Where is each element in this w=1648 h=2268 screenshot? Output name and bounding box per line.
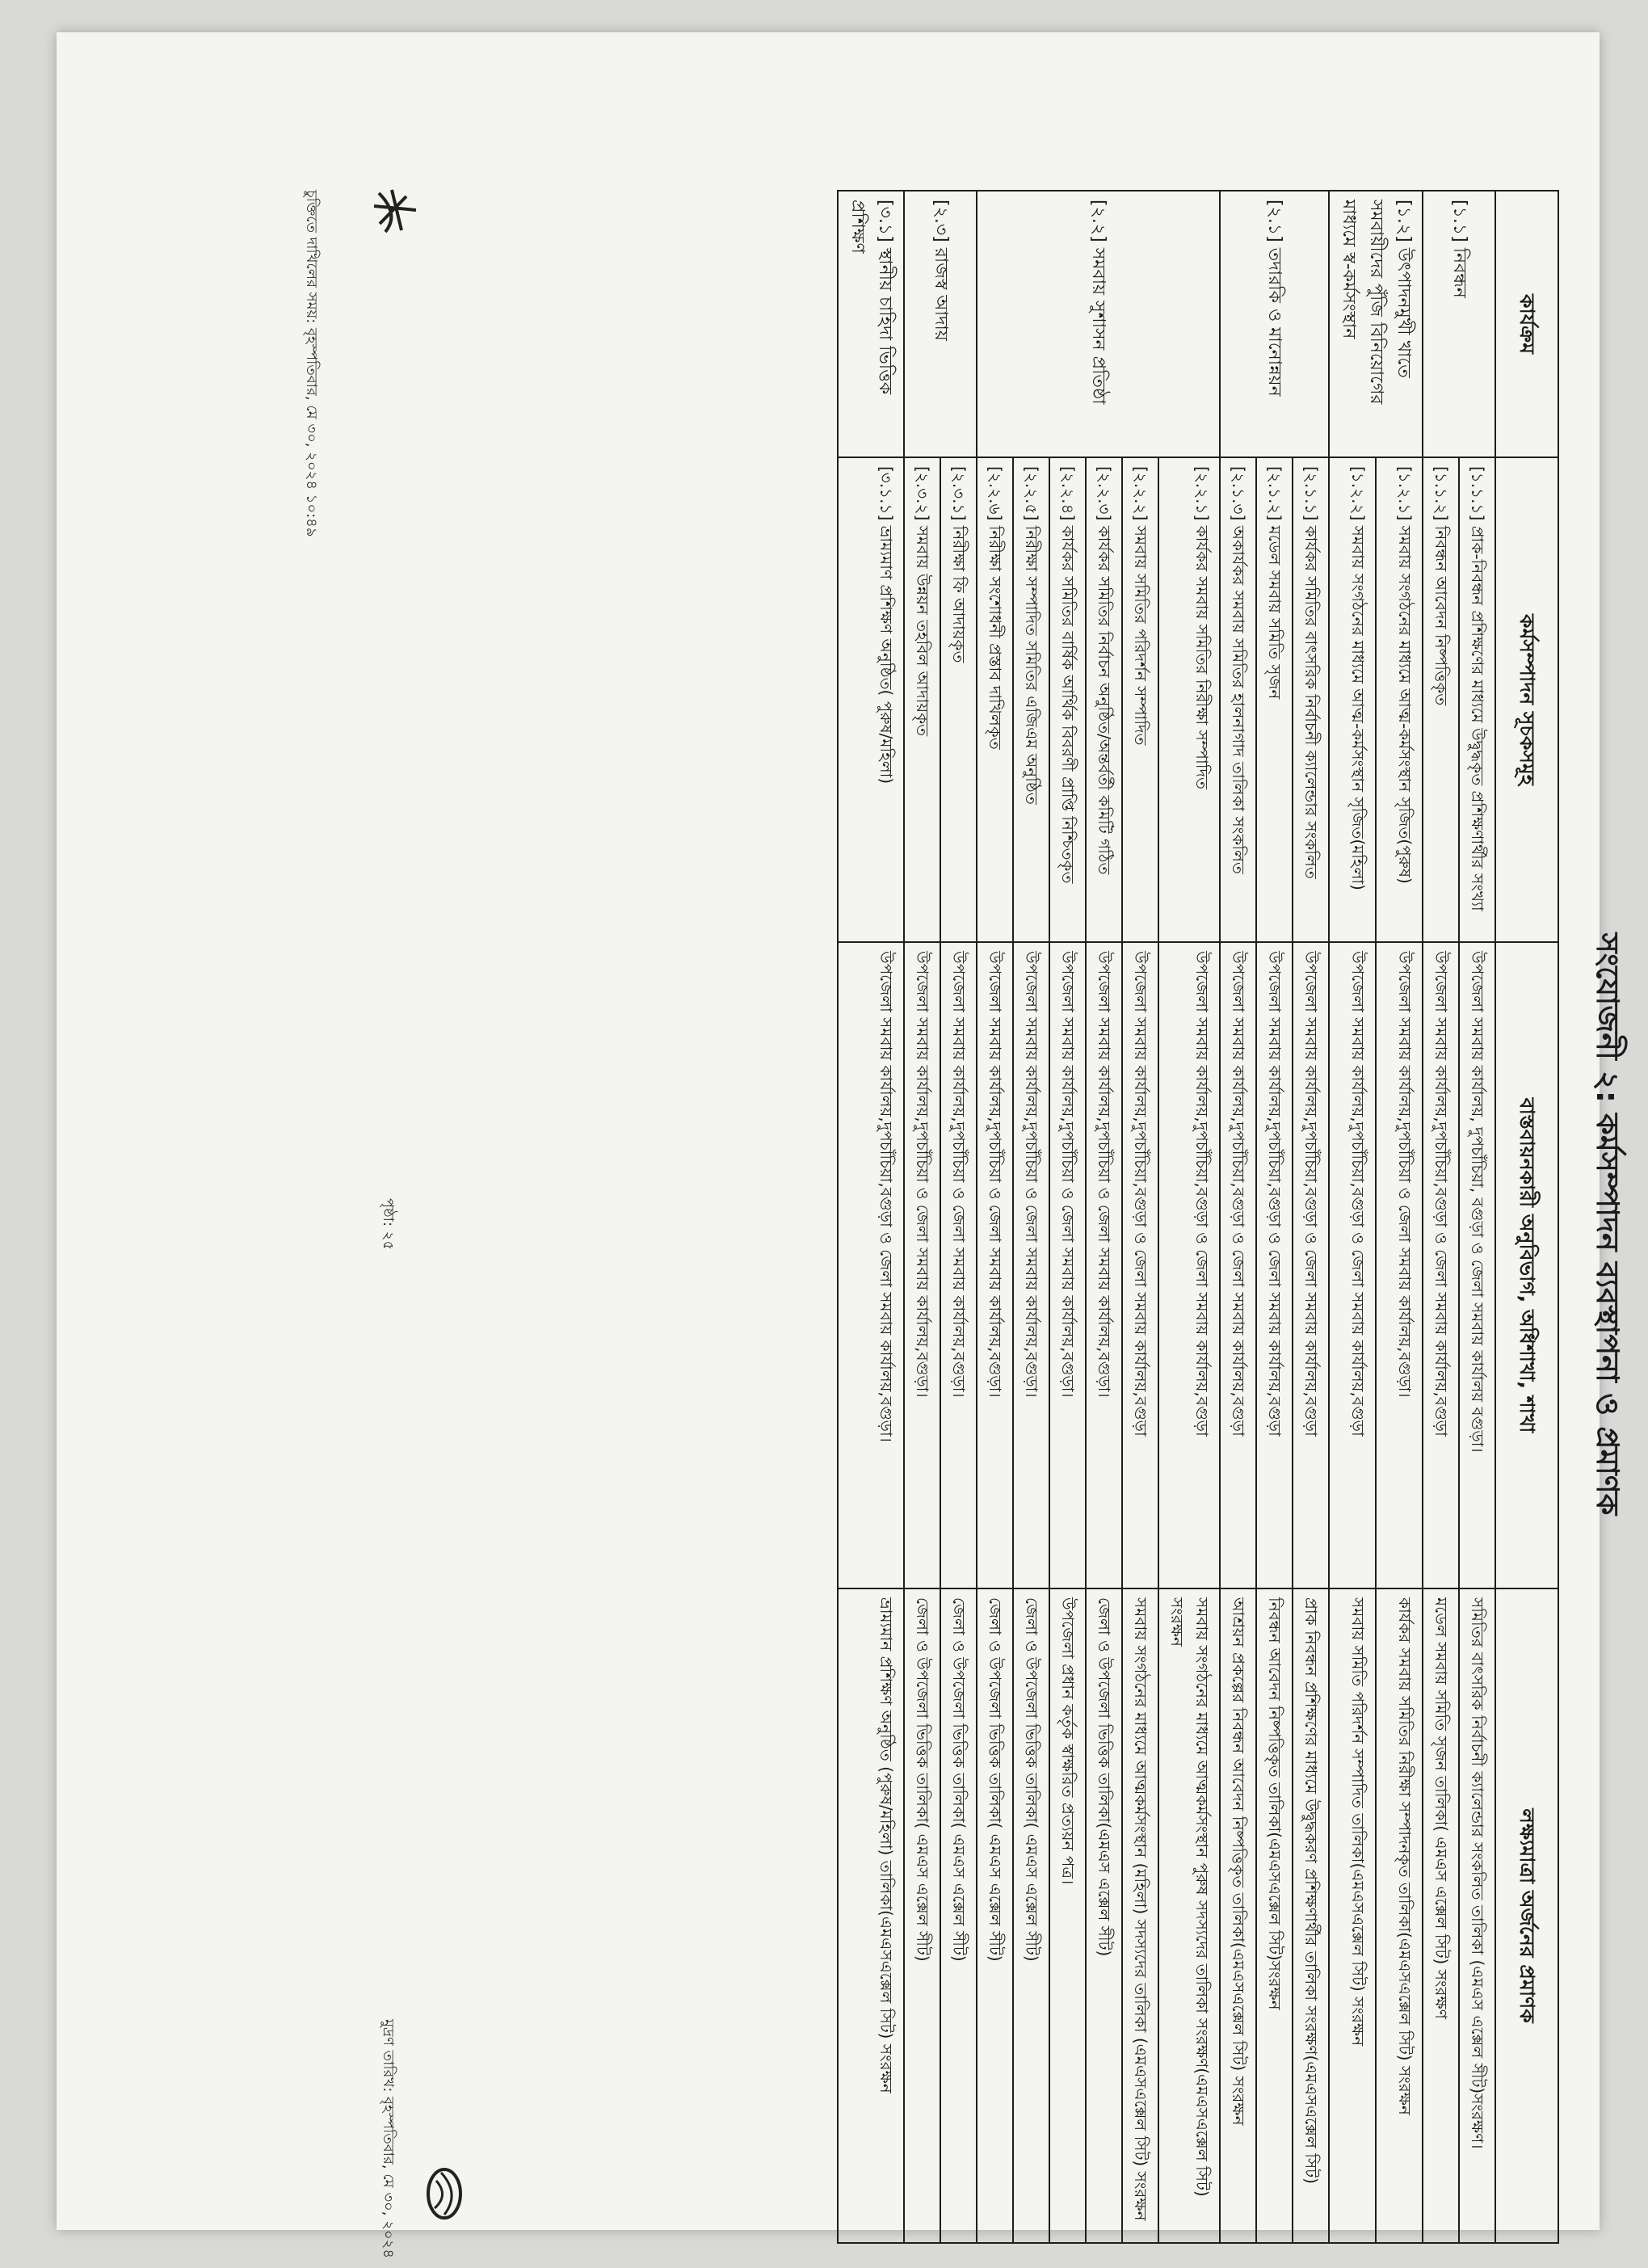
table-row [940,191,977,2243]
header-implementer: বাস্তবায়নকারী অনুবিভাগ, অধিশাখা, শাখা [1495,942,1558,1588]
indicator-cell: [২.২.৪] কার্যকর সমিতির বার্ষিক আর্থিক বিবরণী প্রাপ্তি নিশ্চিতকৃত [1049,457,1086,942]
evidence-cell: জেলা ও উপজেলা ভিত্তিক তালিকা( এমএস এক্সেল সীট) [977,1588,1013,2243]
indicator-cell: [১.১.১] প্রাক-নিবন্ধন প্রশিক্ষণের মাধ্যমে উদ্বুদ্ধকৃত প্রশিক্ষণার্থীর সংখ্যা [1459,457,1495,942]
implementer-cell: উপজেলা সমবায় কার্যালয়,দুপচাঁচিয়া ও জেলা সমবায় কার্যালয়,বগুড়া। [1013,942,1049,1588]
activity-cell: [১.১] নিবন্ধন [1423,191,1495,457]
evidence-cell: জেলা ও উপজেলা ভিত্তিক তালিকা( এমএস এক্সেল সীট) [940,1588,977,2243]
implementer-cell: উপজেলা সমবায় কার্যালয়,দুপচাঁচিয়া,বগুড়া ও জেলা সমবায় কার্যালয়,বগুড়া [1329,942,1376,1588]
evidence-cell: সমবায় সমিতি পরিদর্শন সম্পাদিত তালিকা(এমএসএক্সেল সিট) সংরক্ষন [1329,1588,1376,2243]
implementer-cell: উপজেলা সমবায় কার্যালয়,দুপচাঁচিয়া ও জেলা সমবায় কার্যালয়,বগুড়া। [1376,942,1423,1588]
table-body [838,191,1495,2243]
table-row [1158,191,1220,2243]
implementer-cell: উপজেলা সমবায় কার্যালয়,দুপচাঁচিয়া,বগুড়া ও জেলা সমবায় কার্যালয়,বগুড়া [1220,942,1256,1588]
header-activity: কার্যক্রম [1495,191,1558,457]
evidence-cell: প্রাক নিবন্ধন প্রশিক্ষণের মাধ্যমে উদ্বুদ্ধকরণ প্রশিক্ষণার্থীর তালিকা সংরক্ষণ(এমএসএক্সেল সিট) [1293,1588,1329,2243]
evidence-cell: মডেল সমবায় সমিতি সৃজন তালিকা( এমএস এক্সেল সিট) সংরক্ষণ [1423,1588,1459,2243]
indicator-cell: [৩.১.১] ভ্রাম্যমাণ প্রশিক্ষণ অনুষ্ঠিত( পুরুষ/মহিলা) [838,457,904,942]
implementer-cell: উপজেলা সমবায় কার্যালয়, দুপচাঁচিয়া, বগুড়া ও জেলা সমবায় কার্যালয় বগুড়া। [1459,942,1495,1588]
header-evidence: লক্ষ্যমাত্রা অর্জনের প্রমাণক [1495,1588,1558,2243]
indicator-cell: [২.১.১] কার্যকর সমিতির বাৎসরিক নির্বাচনী ক্যালেন্ডার সংকলিত [1293,457,1329,942]
implementer-cell: উপজেলা সমবায় কার্যালয়,দুপচাঁচিয়া ও জেলা সমবায় কার্যালয়,বগুড়া। [1086,942,1122,1588]
evidence-cell: জেলা ও উপজেলা ভিত্তিক তালিকা( এমএস এক্সেল সীট) [1013,1588,1049,2243]
table-row [1013,191,1049,2243]
indicator-cell: [২.২.৩] কার্যকর সমিতির নির্বাচন অনুষ্ঠিত/অন্তর্বর্তী কমিটি গঠিত [1086,457,1122,942]
activity-cell: [২.২] সমবায় সুশাসন প্রতিষ্ঠা [977,191,1220,457]
implementer-cell: উপজেলা সমবায় কার্যালয়,দুপচাঁচিয়া ও জেলা সমবায় কার্যালয়,বগুড়া। [904,942,940,1588]
table-row [1423,191,1459,2243]
activity-cell: [৩.১] স্থানীয় চাহিদা ভিত্তিক প্রশিক্ষণ [838,191,904,457]
indicator-cell: [২.১.৩] অকার্যকর সমবায় সমিতির হালনাগাদ তালিকা সংকলিত [1220,457,1256,942]
indicator-cell: [১.১.২] নিবন্ধন আবেদন নিষ্পত্তিকৃত [1423,457,1459,942]
table-row [838,191,904,2243]
page-number: পৃষ্ঠা: ২৫ [380,1197,397,1251]
evidence-cell: সমিতির বাৎসরিক নির্বাচনী ক্যালেন্ডার সংকলিত তালিকা (এমএস এক্সেল সীট)সংরক্ষণ। [1459,1588,1495,2243]
implementer-cell: উপজেলা সমবায় কার্যালয়,দুপচাঁচিয়া,বগুড়া ও জেলা সমবায় কার্যালয়,বগুড়া [1158,942,1220,1588]
evidence-cell: আশ্রয়ন প্রকল্পের নিবন্ধন আবেদন নিষ্পত্তিকৃত তালিকা(এমএসএক্সেল সিট) সংরক্ষন [1220,1588,1256,2243]
table-row [1220,191,1256,2243]
header-indicator: কর্মসম্পাদন সূচকসমূহ [1495,457,1558,942]
evidence-cell: জেলা ও উপজেলা ভিত্তিক তালিকা(এমএস এক্সেল সীট) [1086,1588,1122,2243]
indicator-cell: [২.২.৫] নিরীক্ষা সম্পাদিত সমিতির এজিএম অনুষ্ঠিত [1013,457,1049,942]
table-row [977,191,1013,2243]
table-row [1256,191,1293,2243]
evidence-cell: ভ্রাম্যমান প্রশিক্ষণ অনুষ্ঠিত (পুরুষ/মহিলা) তালিকা(এমএসএক্সেল সিট) সংরক্ষন [838,1588,904,2243]
indicator-cell: [১.২.১] সমবায় সংগঠনের মাধ্যমে আত্ম-কর্মসংস্থান সৃজিত(পুরুষ) [1376,457,1423,942]
table-row [904,191,940,2243]
evidence-cell: নিবন্ধন আবেদন নিষ্পত্তিকৃত তালিকা(এমএসএক্সেল সিট)সংরক্ষন [1256,1588,1293,2243]
print-date: মুদ্রণ তারিখ: বৃহস্পতিবার, মে ৩০, ২০২৪ [380,2019,397,2258]
implementer-cell: উপজেলা সমবায় কার্যালয়,দুপচাঁচিয়া,বগুড়া ও জেলা সমবায় কার্যালয়,বগুড়া। [838,942,904,1588]
table-header-row [1495,191,1558,2243]
indicator-cell: [২.৩.২] সমবায় উন্নয়ন তহবিল আদায়কৃত [904,457,940,942]
table-row [1329,191,1376,2243]
table-row [1086,191,1122,2243]
page-title: সংযোজনী ২: কর্মসম্পাদন ব্যবস্থাপনা ও প্রমাণক [1590,932,1625,1516]
implementer-cell: উপজেলা সমবায় কার্যালয়,দুপচাঁচিয়া,বগুড়া ও জেলা সমবায় কার্যালয়,বগুড়া [1256,942,1293,1588]
implementer-cell: উপজেলা সমবায় কার্যালয়,দুপচাঁচিয়া,বগুড়া ও জেলা সমবায় কার্যালয়,বগুড়া [1122,942,1158,1588]
indicator-cell: [১.২.২] সমবায় সংগঠনের মাধ্যমে আত্ম-কর্মসংস্থান সৃজিত(মহিলা) [1329,457,1376,942]
evidence-cell: কার্যকর সমবায় সমিতির নিরীক্ষা সম্পাদনকৃত তালিকা(এমএসএক্সেল সিট) সংরক্ষন [1376,1588,1423,2243]
performance-table [837,190,1559,2244]
indicator-cell: [২.১.২] মডেল সমবায় সমিতি সৃজন [1256,457,1293,942]
indicator-cell: [২.২.৬] নিরীক্ষা সংশোধনী প্রস্তাব দাখিলকৃত [977,457,1013,942]
rotated-document [295,190,1636,2258]
evidence-cell: জেলা ও উপজেলা ভিত্তিক তালিকা( এমএস এক্সেল সীট) [904,1588,940,2243]
indicator-cell: [২.২.১] কার্যকর সমবায় সমিতির নিরীক্ষা সম্পাদিত [1158,457,1220,942]
implementer-cell: উপজেলা সমবায় কার্যালয়,দুপচাঁচিয়া,বগুড়া ও জেলা সমবায় কার্যালয়,বগুড়া [1423,942,1459,1588]
table-row [1459,191,1495,2243]
implementer-cell: উপজেলা সমবায় কার্যালয়,দুপচাঁচিয়া ও জেলা সমবায় কার্যালয়,বগুড়া। [940,942,977,1588]
signature-mark-left [368,182,424,238]
submission-time: চুক্তিতে দাখিলের সময়: বৃহস্পতিবার, মে ৩০, ২০২৪ ১০:৪৯ [303,190,320,537]
table-row [1293,191,1329,2243]
evidence-cell: সমবায় সংগঠনের মাধ্যমে আত্মকর্মসংস্থান পুরুষ সদস্যদের তালিকা সংরক্ষণ(এমএসএক্সেল সিট) সংরক্ষন [1158,1588,1220,2243]
signature-mark-right [420,2161,469,2226]
evidence-cell: উপজেলা প্রধান কর্তৃক স্বাক্ষরিত প্রত্যয়ন পত্র। [1049,1588,1086,2243]
evidence-cell: সমবায় সংগঠনের মাধ্যমে আত্মকর্মসংস্থান (মহিলা) সদস্যদের তালিকা (এমএসএক্সেল সিট) সংরক্ষন [1122,1588,1158,2243]
implementer-cell: উপজেলা সমবায় কার্যালয়,দুপচাঁচিয়া ও জেলা সমবায় কার্যালয়,বগুড়া। [1049,942,1086,1588]
indicator-cell: [২.২.২] সমবায় সমিতির পরিদর্শন সম্পাদিত [1122,457,1158,942]
indicator-cell: [২.৩.১] নিরীক্ষা ফি আদায়কৃত [940,457,977,942]
table-row [1049,191,1086,2243]
implementer-cell: উপজেলা সমবায় কার্যালয়,দুপচাঁচিয়া,বগুড়া ও জেলা সমবায় কার্যালয়,বগুড়া [1293,942,1329,1588]
activity-cell: [১.২] উৎপাদনমুখী খাতে সমবায়ীদের পুঁজি বিনিয়োগের মাধ্যমে স্ব-কর্মসংস্থান [1329,191,1423,457]
activity-cell: [২.১] তদারকি ও মানোন্নয়ন [1220,191,1329,457]
activity-cell: [২.৩] রাজস্ব আদায় [904,191,977,457]
table-row [1122,191,1158,2243]
implementer-cell: উপজেলা সমবায় কার্যালয়,দুপচাঁচিয়া ও জেলা সমবায় কার্যালয়,বগুড়া। [977,942,1013,1588]
table-row [1376,191,1423,2243]
scanned-page [57,32,1625,2258]
